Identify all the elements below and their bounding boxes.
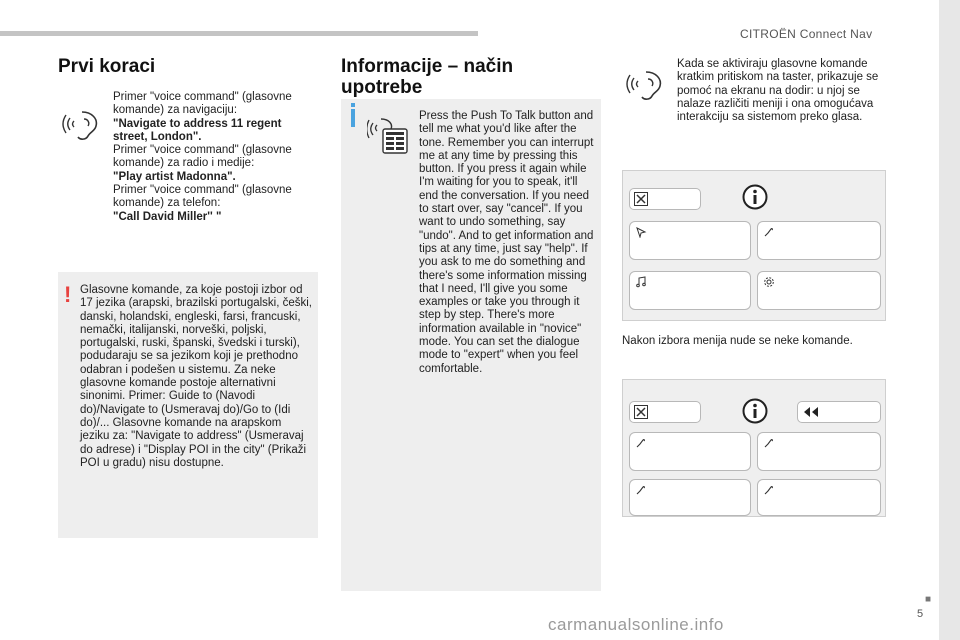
example-line: Primer "voice command" (glasovne komande) za radio i medije:: [113, 144, 292, 170]
example-line: Primer "voice command" (glasovne komande) za navigaciju:: [113, 91, 292, 117]
top-divider-bar: [0, 31, 478, 36]
command-button[interactable]: [629, 479, 751, 516]
phone-icon: [635, 484, 647, 496]
info-icon[interactable]: [742, 398, 768, 424]
music-icon: [635, 276, 647, 288]
after-menu-caption: Nakon izbora menija nude se neke komande.: [622, 335, 853, 347]
example-command: "Play artist Madonna".: [113, 170, 236, 183]
warning-text: Glasovne komande, za koje postoji izbor od 17 jezika (arapski, brazilski portugalski, češki, danski, holandski, engleski, farsi, francuski, nemački, italijanski, norveški, poljski, portugalski, ruski, španski, švedski i turski), podudaraju se sa jezikom koji je prethodno odabran i podešen u sistemu. Za neke glasovne komande postoje alternativni sinonimi. Primer: Guide to (Navodi do)/Navigate to (Usmeravaj do)/Go to (Idi do)/... Glasovne komande na arapskom jeziku za: "Navigate to address" (Usmeravaj do adrese) i "Display POI in the city" (Prikaži POI u gradu) nisu dostupne.: [80, 284, 313, 469]
page-dot: ■: [925, 594, 932, 605]
back-icon: [802, 406, 820, 418]
example-command: "Call David Miller'' ": [113, 210, 222, 223]
info-text: Press the Push To Talk button and tell me what you'd like after the tone. Remember you can interrupt me at any time by pressing this button. If you press it again while I'm waiting for you to speak, it'll end the conversation. If you need to start over, say "cancel". If you want to undo something, say "undo". And to get information and tips at any time, just say "help". If you ask to me do something and there's some information missing that I need, I'll give you some examples or take you through it step by step. There's more information available in "novice" mode. You can set the dialogue mode to "expert" when you feel comfortable.: [419, 110, 594, 375]
back-button[interactable]: [797, 401, 881, 423]
section-title-info: Informacije – način upotrebe: [341, 56, 514, 98]
voice-main-menu-screen: [622, 170, 886, 321]
phone-menu-button[interactable]: [757, 221, 881, 260]
page-number: 5: [917, 608, 924, 620]
navigation-icon: [635, 226, 647, 238]
phone-icon: [763, 484, 775, 496]
voice-command-icon: [626, 64, 666, 102]
command-button[interactable]: [757, 432, 881, 471]
voice-submenu-screen: [622, 379, 886, 517]
close-button[interactable]: [629, 188, 701, 210]
phone-icon: [635, 437, 647, 449]
command-button[interactable]: [629, 432, 751, 471]
info-box: [341, 99, 601, 591]
media-menu-button[interactable]: [629, 271, 751, 310]
voice-command-icon: [62, 104, 102, 142]
info-icon[interactable]: [742, 184, 768, 210]
phone-icon: [763, 437, 775, 449]
example-line: Primer "voice command" (glasovne komande) za telefon:: [113, 184, 292, 210]
close-button[interactable]: [629, 401, 701, 423]
section-title-first-steps: Prvi koraci: [58, 56, 156, 77]
voice-screen-icon: [367, 111, 409, 155]
warning-box: [58, 272, 318, 538]
navigation-menu-button[interactable]: [629, 221, 751, 260]
touch-screen-help-text: Kada se aktiviraju glasovne komande kratkim pritiskom na taster, prikazuje se pomoć na ekranu na dodir: u njoj se nalaze različiti meniji i ona omogućava interakciju sa sistemom preko glasa.: [677, 58, 879, 124]
first-steps-examples: [113, 91, 313, 224]
info-marker-icon: [351, 109, 355, 127]
settings-icon: [763, 276, 775, 288]
page-side-strip: [939, 0, 960, 640]
close-icon: [634, 405, 648, 419]
brand-header: CITROËN Connect Nav: [740, 27, 873, 41]
warning-icon: !: [64, 282, 72, 307]
example-command: "Navigate to address 11 regent street, London".: [113, 117, 282, 143]
phone-icon: [763, 226, 775, 238]
command-button[interactable]: [757, 479, 881, 516]
close-icon: [634, 192, 648, 206]
settings-menu-button[interactable]: [757, 271, 881, 310]
watermark: carmanualsonline.info: [548, 615, 724, 634]
